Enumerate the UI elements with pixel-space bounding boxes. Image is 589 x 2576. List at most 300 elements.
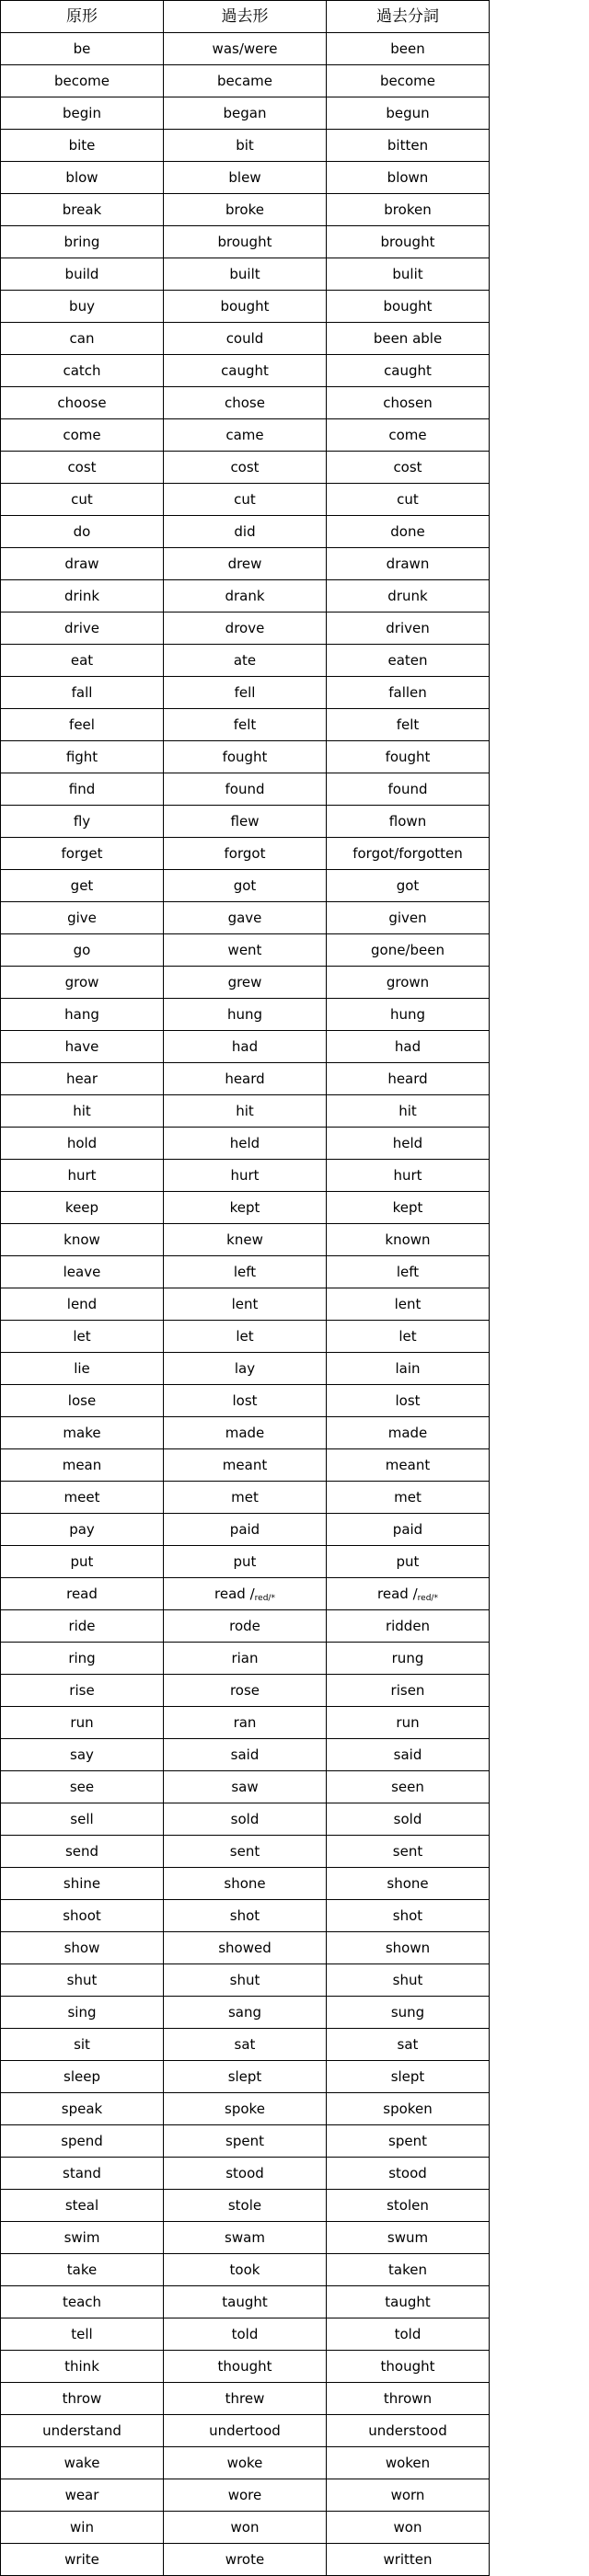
base-form-cell: run <box>1 1707 164 1739</box>
base-form-cell: sleep <box>1 2061 164 2093</box>
past-participle-cell: made <box>327 1417 490 1449</box>
past-tense-cell: bit <box>164 130 327 162</box>
base-form-cell: have <box>1 1031 164 1063</box>
past-tense-cell: stood <box>164 2158 327 2190</box>
past-participle-cell: swum <box>327 2222 490 2254</box>
table-row <box>1 1836 490 1868</box>
past-participle-cell: lost <box>327 1385 490 1417</box>
pronunciation-note: red/* <box>417 1593 438 1603</box>
past-tense-cell: drank <box>164 580 327 613</box>
base-form-cell: fly <box>1 806 164 838</box>
base-form-cell: buy <box>1 291 164 323</box>
table-row <box>1 323 490 355</box>
past-tense-cell: came <box>164 419 327 452</box>
table-row <box>1 1063 490 1095</box>
past-tense-cell: lent <box>164 1288 327 1321</box>
past-participle-cell: stood <box>327 2158 490 2190</box>
table-row <box>1 934 490 967</box>
past-tense-cell: let <box>164 1321 327 1353</box>
table-row <box>1 773 490 806</box>
base-form-cell: show <box>1 1932 164 1964</box>
base-form-cell: wake <box>1 2447 164 2479</box>
past-tense-cell: rode <box>164 1610 327 1643</box>
past-tense-cell: said <box>164 1739 327 1771</box>
table-row <box>1 65 490 97</box>
table-row <box>1 645 490 677</box>
table-row <box>1 741 490 773</box>
past-tense-cell: became <box>164 65 327 97</box>
table-row <box>1 1031 490 1063</box>
past-tense-cell: hung <box>164 999 327 1031</box>
past-participle-cell: had <box>327 1031 490 1063</box>
past-tense-cell: was/were <box>164 33 327 65</box>
table-row <box>1 1997 490 2029</box>
past-participle-cell: got <box>327 870 490 902</box>
past-participle-cell: drunk <box>327 580 490 613</box>
past-participle-cell: begun <box>327 97 490 130</box>
base-form-cell: think <box>1 2351 164 2383</box>
past-participle-cell: given <box>327 902 490 934</box>
table-row <box>1 870 490 902</box>
base-form-cell: make <box>1 1417 164 1449</box>
base-form-cell: take <box>1 2254 164 2286</box>
base-form-cell: wear <box>1 2479 164 2512</box>
base-form-cell: ride <box>1 1610 164 1643</box>
past-tense-cell: hurt <box>164 1160 327 1192</box>
past-tense-cell: broke <box>164 194 327 226</box>
table-row <box>1 291 490 323</box>
base-form-cell: drive <box>1 613 164 645</box>
table-row <box>1 967 490 999</box>
past-tense-cell: found <box>164 773 327 806</box>
past-participle-cell: felt <box>327 709 490 741</box>
past-participle-cell: sold <box>327 1803 490 1836</box>
base-form-cell: be <box>1 33 164 65</box>
table-row <box>1 1803 490 1836</box>
table-row <box>1 1482 490 1514</box>
base-form-cell: drink <box>1 580 164 613</box>
past-tense-cell: brought <box>164 226 327 258</box>
table-row <box>1 1771 490 1803</box>
table-row <box>1 1900 490 1932</box>
table-row <box>1 1578 490 1610</box>
past-tense-cell: undertood <box>164 2415 327 2447</box>
past-tense-cell: sold <box>164 1803 327 1836</box>
table-row <box>1 1353 490 1385</box>
table-row <box>1 1675 490 1707</box>
past-tense-cell: woke <box>164 2447 327 2479</box>
header-past-participle: 過去分詞 <box>327 1 490 33</box>
table-row <box>1 2512 490 2544</box>
base-form-cell: speak <box>1 2093 164 2125</box>
past-participle-cell: thrown <box>327 2383 490 2415</box>
past-tense-cell: took <box>164 2254 327 2286</box>
past-participle-cell: risen <box>327 1675 490 1707</box>
past-participle-cell: written <box>327 2544 490 2576</box>
base-form-cell: lend <box>1 1288 164 1321</box>
table-row <box>1 2254 490 2286</box>
table-row <box>1 97 490 130</box>
base-form-cell: draw <box>1 548 164 580</box>
cell-main-text: read / <box>377 1585 418 1602</box>
base-form-cell: hurt <box>1 1160 164 1192</box>
past-tense-cell <box>164 1578 327 1610</box>
base-form-cell: grow <box>1 967 164 999</box>
past-tense-cell: grew <box>164 967 327 999</box>
base-form-cell: understand <box>1 2415 164 2447</box>
past-participle-cell: paid <box>327 1514 490 1546</box>
base-form-cell: say <box>1 1739 164 1771</box>
table-row <box>1 2061 490 2093</box>
base-form-cell: hit <box>1 1095 164 1128</box>
past-tense-cell: meant <box>164 1449 327 1482</box>
past-participle-cell: been <box>327 33 490 65</box>
table-row <box>1 1385 490 1417</box>
past-tense-cell: sent <box>164 1836 327 1868</box>
past-participle-cell: ridden <box>327 1610 490 1643</box>
base-form-cell: cost <box>1 452 164 484</box>
header-base-form: 原形 <box>1 1 164 33</box>
base-form-cell: write <box>1 2544 164 2576</box>
base-form-cell: bite <box>1 130 164 162</box>
past-participle-cell: understood <box>327 2415 490 2447</box>
pronunciation-note: red/* <box>254 1593 275 1603</box>
base-form-cell: break <box>1 194 164 226</box>
base-form-cell: become <box>1 65 164 97</box>
past-tense-cell: shut <box>164 1964 327 1997</box>
past-participle-cell: thought <box>327 2351 490 2383</box>
past-tense-cell: felt <box>164 709 327 741</box>
past-participle-cell: stolen <box>327 2190 490 2222</box>
past-tense-cell: wrote <box>164 2544 327 2576</box>
past-participle-cell: bitten <box>327 130 490 162</box>
past-tense-cell: slept <box>164 2061 327 2093</box>
table-row <box>1 1160 490 1192</box>
table-row <box>1 2415 490 2447</box>
past-participle-cell: fought <box>327 741 490 773</box>
table-row <box>1 2447 490 2479</box>
past-tense-cell: kept <box>164 1192 327 1224</box>
table-row <box>1 2286 490 2318</box>
table-row <box>1 1192 490 1224</box>
base-form-cell: feel <box>1 709 164 741</box>
base-form-cell: build <box>1 258 164 291</box>
past-participle-cell: hung <box>327 999 490 1031</box>
past-tense-cell: swam <box>164 2222 327 2254</box>
table-row <box>1 548 490 580</box>
base-form-cell: swim <box>1 2222 164 2254</box>
table-row <box>1 2222 490 2254</box>
past-participle-cell: caught <box>327 355 490 387</box>
past-tense-cell: shone <box>164 1868 327 1900</box>
base-form-cell: put <box>1 1546 164 1578</box>
table-row <box>1 999 490 1031</box>
base-form-cell: lose <box>1 1385 164 1417</box>
past-participle-cell: flown <box>327 806 490 838</box>
past-tense-cell: wore <box>164 2479 327 2512</box>
base-form-cell: hang <box>1 999 164 1031</box>
past-tense-cell: sang <box>164 1997 327 2029</box>
base-form-cell: meet <box>1 1482 164 1514</box>
past-tense-cell: had <box>164 1031 327 1063</box>
past-participle-cell: eaten <box>327 645 490 677</box>
base-form-cell: sing <box>1 1997 164 2029</box>
past-tense-cell: gave <box>164 902 327 934</box>
past-participle-cell: spent <box>327 2125 490 2158</box>
table-row <box>1 194 490 226</box>
table-row <box>1 613 490 645</box>
base-form-cell: cut <box>1 484 164 516</box>
table-row <box>1 1739 490 1771</box>
past-participle-cell: grown <box>327 967 490 999</box>
table-row <box>1 677 490 709</box>
past-participle-cell: done <box>327 516 490 548</box>
base-form-cell: spend <box>1 2125 164 2158</box>
base-form-cell: lie <box>1 1353 164 1385</box>
table-row <box>1 2125 490 2158</box>
past-participle-cell: seen <box>327 1771 490 1803</box>
past-participle-cell: fallen <box>327 677 490 709</box>
past-participle-cell: woken <box>327 2447 490 2479</box>
table-row <box>1 2190 490 2222</box>
past-participle-cell: shone <box>327 1868 490 1900</box>
base-form-cell: rise <box>1 1675 164 1707</box>
table-row <box>1 1868 490 1900</box>
past-participle-cell <box>327 1578 490 1610</box>
past-tense-cell: held <box>164 1128 327 1160</box>
past-participle-cell: hurt <box>327 1160 490 1192</box>
past-participle-cell: brought <box>327 226 490 258</box>
table-row <box>1 1643 490 1675</box>
base-form-cell: hear <box>1 1063 164 1095</box>
base-form-cell: win <box>1 2512 164 2544</box>
past-participle-cell: bulit <box>327 258 490 291</box>
table-row <box>1 419 490 452</box>
base-form-cell: begin <box>1 97 164 130</box>
past-participle-cell: come <box>327 419 490 452</box>
base-form-cell: send <box>1 1836 164 1868</box>
past-tense-cell: threw <box>164 2383 327 2415</box>
past-tense-cell: taught <box>164 2286 327 2318</box>
past-tense-cell: thought <box>164 2351 327 2383</box>
past-tense-cell: lost <box>164 1385 327 1417</box>
header-row <box>1 1 490 33</box>
base-form-cell: can <box>1 323 164 355</box>
base-form-cell: sell <box>1 1803 164 1836</box>
past-tense-cell: caught <box>164 355 327 387</box>
past-participle-cell: shut <box>327 1964 490 1997</box>
table-row <box>1 162 490 194</box>
past-participle-cell: heard <box>327 1063 490 1095</box>
past-participle-cell: sat <box>327 2029 490 2061</box>
table-row <box>1 580 490 613</box>
base-form-cell: stand <box>1 2158 164 2190</box>
base-form-cell: fall <box>1 677 164 709</box>
past-tense-cell: left <box>164 1256 327 1288</box>
past-participle-cell: met <box>327 1482 490 1514</box>
table-row <box>1 902 490 934</box>
past-participle-cell: lent <box>327 1288 490 1321</box>
base-form-cell: go <box>1 934 164 967</box>
past-tense-cell: paid <box>164 1514 327 1546</box>
table-row <box>1 226 490 258</box>
base-form-cell: know <box>1 1224 164 1256</box>
past-participle-cell: spoken <box>327 2093 490 2125</box>
past-tense-cell: bought <box>164 291 327 323</box>
past-participle-cell: known <box>327 1224 490 1256</box>
base-form-cell: sit <box>1 2029 164 2061</box>
past-participle-cell: said <box>327 1739 490 1771</box>
table-row <box>1 2093 490 2125</box>
base-form-cell: choose <box>1 387 164 419</box>
table-row <box>1 2029 490 2061</box>
base-form-cell: teach <box>1 2286 164 2318</box>
past-tense-cell: told <box>164 2318 327 2351</box>
base-form-cell: see <box>1 1771 164 1803</box>
base-form-cell: shine <box>1 1868 164 1900</box>
past-tense-cell: did <box>164 516 327 548</box>
past-participle-cell: cost <box>327 452 490 484</box>
table-row <box>1 1546 490 1578</box>
table-row <box>1 2383 490 2415</box>
table-header <box>1 1 490 33</box>
base-form-cell: pay <box>1 1514 164 1546</box>
past-tense-cell: cut <box>164 484 327 516</box>
base-form-cell: read <box>1 1578 164 1610</box>
past-participle-cell: found <box>327 773 490 806</box>
table-row <box>1 1288 490 1321</box>
past-participle-cell: broken <box>327 194 490 226</box>
base-form-cell: mean <box>1 1449 164 1482</box>
past-tense-cell: began <box>164 97 327 130</box>
past-tense-cell: went <box>164 934 327 967</box>
past-tense-cell: fell <box>164 677 327 709</box>
past-tense-cell: blew <box>164 162 327 194</box>
past-tense-cell: showed <box>164 1932 327 1964</box>
base-form-cell: leave <box>1 1256 164 1288</box>
table-row <box>1 1417 490 1449</box>
base-form-cell: get <box>1 870 164 902</box>
past-participle-cell: cut <box>327 484 490 516</box>
table-row <box>1 258 490 291</box>
past-participle-cell: driven <box>327 613 490 645</box>
past-participle-cell: become <box>327 65 490 97</box>
past-participle-cell: run <box>327 1707 490 1739</box>
table-row <box>1 838 490 870</box>
past-participle-cell: chosen <box>327 387 490 419</box>
cell-main-text: read / <box>214 1585 255 1602</box>
table-row <box>1 2318 490 2351</box>
past-tense-cell: put <box>164 1546 327 1578</box>
base-form-cell: keep <box>1 1192 164 1224</box>
past-participle-cell: hit <box>327 1095 490 1128</box>
base-form-cell: shut <box>1 1964 164 1997</box>
past-participle-cell: worn <box>327 2479 490 2512</box>
past-tense-cell: chose <box>164 387 327 419</box>
table-row <box>1 2158 490 2190</box>
past-tense-cell: ran <box>164 1707 327 1739</box>
base-form-cell: let <box>1 1321 164 1353</box>
past-participle-cell: drawn <box>327 548 490 580</box>
table-row <box>1 387 490 419</box>
base-form-cell: throw <box>1 2383 164 2415</box>
past-tense-cell: fought <box>164 741 327 773</box>
past-participle-cell: held <box>327 1128 490 1160</box>
past-tense-cell: got <box>164 870 327 902</box>
past-participle-cell: shot <box>327 1900 490 1932</box>
past-participle-cell: slept <box>327 2061 490 2093</box>
past-participle-cell: told <box>327 2318 490 2351</box>
past-tense-cell: made <box>164 1417 327 1449</box>
past-tense-cell: built <box>164 258 327 291</box>
past-tense-cell: stole <box>164 2190 327 2222</box>
table-row <box>1 1128 490 1160</box>
table-row <box>1 1932 490 1964</box>
past-participle-cell: shown <box>327 1932 490 1964</box>
past-tense-cell: rose <box>164 1675 327 1707</box>
past-tense-cell: saw <box>164 1771 327 1803</box>
base-form-cell: do <box>1 516 164 548</box>
base-form-cell: hold <box>1 1128 164 1160</box>
table-row <box>1 484 490 516</box>
base-form-cell: blow <box>1 162 164 194</box>
past-tense-cell: forgot <box>164 838 327 870</box>
base-form-cell: tell <box>1 2318 164 2351</box>
table-row <box>1 709 490 741</box>
past-participle-cell: lain <box>327 1353 490 1385</box>
past-tense-cell: hit <box>164 1095 327 1128</box>
table-row <box>1 1964 490 1997</box>
base-form-cell: fight <box>1 741 164 773</box>
base-form-cell: catch <box>1 355 164 387</box>
table-row <box>1 1514 490 1546</box>
past-tense-cell: ate <box>164 645 327 677</box>
past-tense-cell: sat <box>164 2029 327 2061</box>
past-participle-cell: gone/been <box>327 934 490 967</box>
base-form-cell: shoot <box>1 1900 164 1932</box>
past-tense-cell: rian <box>164 1643 327 1675</box>
table-row <box>1 2479 490 2512</box>
table-row <box>1 452 490 484</box>
base-form-cell: steal <box>1 2190 164 2222</box>
past-tense-cell: heard <box>164 1063 327 1095</box>
table-row <box>1 806 490 838</box>
table-row <box>1 1224 490 1256</box>
past-tense-cell: cost <box>164 452 327 484</box>
past-participle-cell: taught <box>327 2286 490 2318</box>
past-tense-cell: spent <box>164 2125 327 2158</box>
table-row <box>1 516 490 548</box>
past-tense-cell: drove <box>164 613 327 645</box>
past-participle-cell: kept <box>327 1192 490 1224</box>
past-participle-cell: sung <box>327 1997 490 2029</box>
past-participle-cell: blown <box>327 162 490 194</box>
past-participle-cell: left <box>327 1256 490 1288</box>
table-row <box>1 1321 490 1353</box>
base-form-cell: give <box>1 902 164 934</box>
past-tense-cell: drew <box>164 548 327 580</box>
base-form-cell: come <box>1 419 164 452</box>
base-form-cell: ring <box>1 1643 164 1675</box>
table-row <box>1 1707 490 1739</box>
past-participle-cell: won <box>327 2512 490 2544</box>
table-row <box>1 355 490 387</box>
base-form-cell: find <box>1 773 164 806</box>
past-participle-cell: meant <box>327 1449 490 1482</box>
table-row <box>1 130 490 162</box>
past-participle-cell: sent <box>327 1836 490 1868</box>
table-row <box>1 1095 490 1128</box>
